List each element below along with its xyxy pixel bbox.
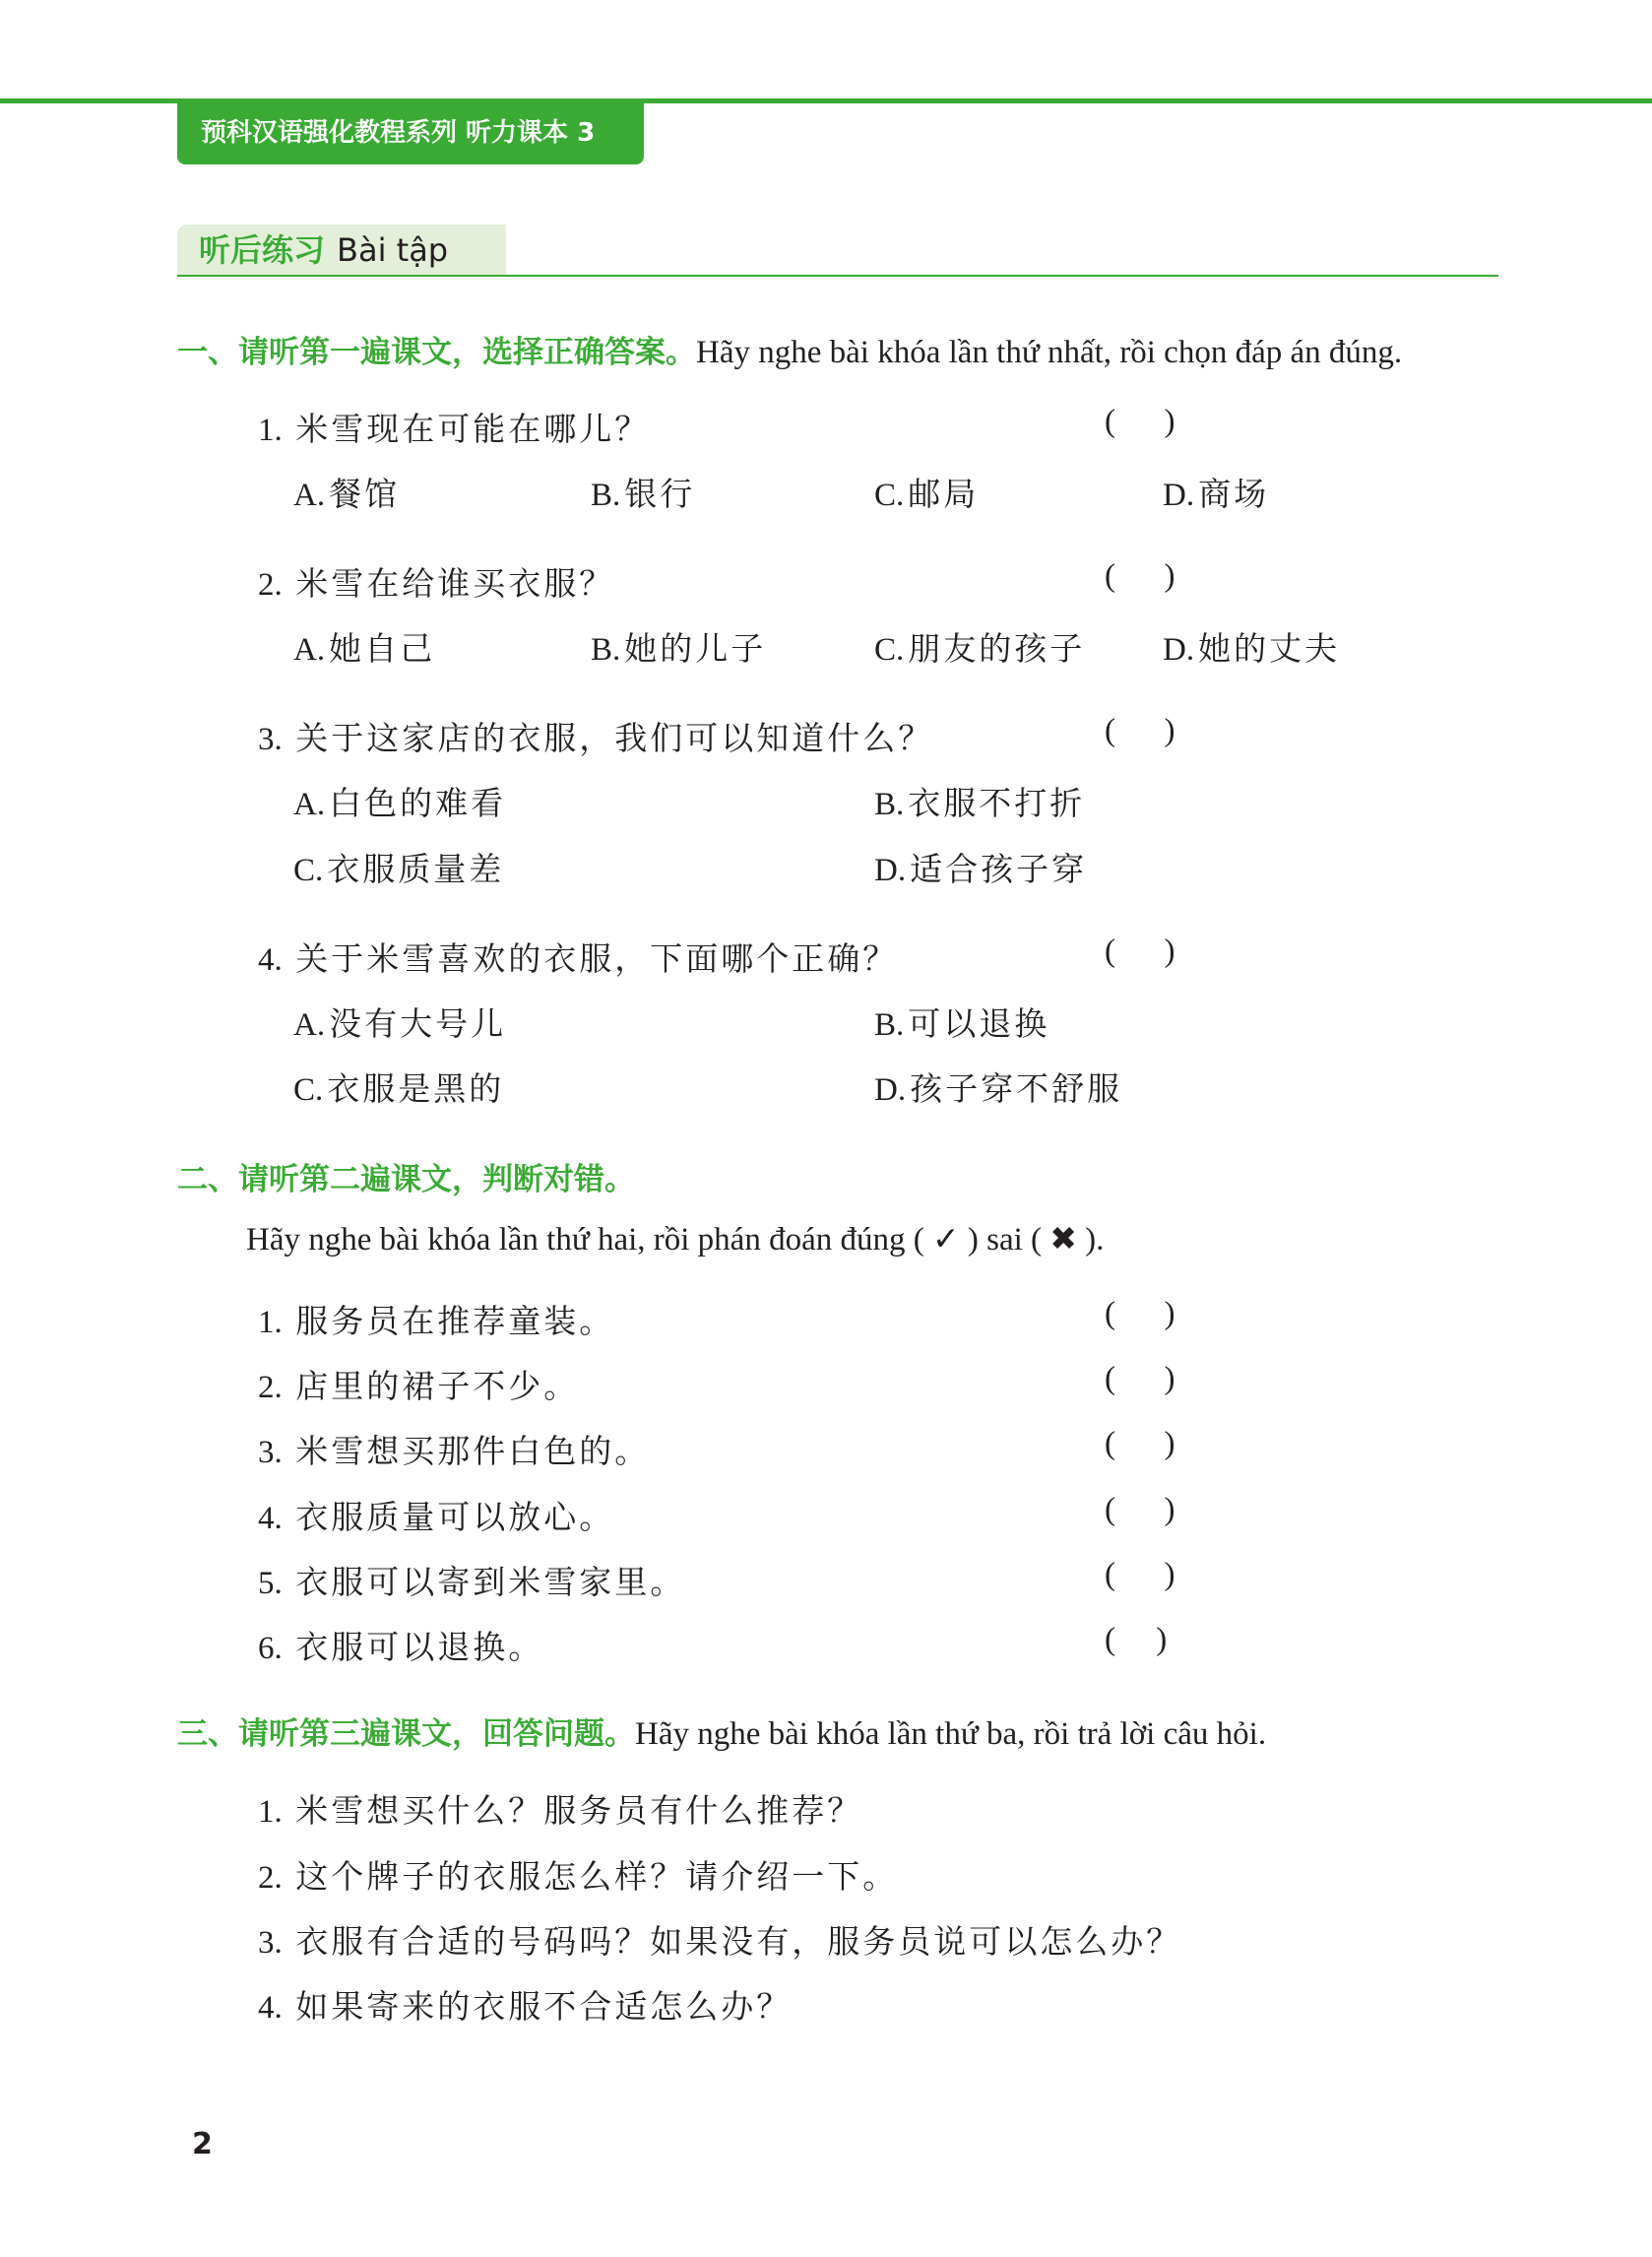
question-text: 关于这家店的衣服，我们可以知道什么？ xyxy=(295,719,934,757)
section-title xyxy=(177,225,506,276)
open-question-4: 4. 如果寄来的衣服不合适怎么办？ xyxy=(258,1987,793,2026)
question-text: 关于米雪喜欢的衣服，下面哪个正确？ xyxy=(295,939,899,978)
question-3 xyxy=(258,713,933,759)
section-rule xyxy=(177,275,1498,277)
question-number: 4. xyxy=(258,942,283,978)
true-false-blank-5[interactable]: ( ) xyxy=(1105,1557,1175,1592)
question-text: 米雪在给谁买衣服？ xyxy=(295,564,615,603)
true-false-item-4: 4. 衣服质量可以放心。 xyxy=(258,1498,615,1536)
question-number: 1. xyxy=(258,413,283,448)
true-false-item-2: 2. 店里的裙子不少。 xyxy=(258,1367,580,1405)
true-false-blank-4[interactable]: ( ) xyxy=(1105,1492,1175,1527)
open-question-1: 1. 米雪想买什么？服务员有什么推荐？ xyxy=(258,1791,863,1830)
part1-heading xyxy=(177,327,1402,371)
option-2b: B. 她的儿子 xyxy=(591,629,767,668)
part3-heading-vi: Hãy nghe bài khóa lần thứ ba, rồi trả lời câu hỏi. xyxy=(635,1716,1267,1752)
answer-blank-2[interactable]: ( ) xyxy=(1105,558,1175,594)
option-3d: D. 适合孩子穿 xyxy=(874,850,1088,888)
option-1a: A. 餐馆 xyxy=(293,475,401,513)
part2-heading-zh: 二、请听第二遍课文，判断对错。 xyxy=(177,1162,635,1197)
part2-heading xyxy=(177,1154,635,1198)
answer-blank-3[interactable]: ( ) xyxy=(1105,713,1175,748)
option-1c: C. 邮局 xyxy=(874,475,980,513)
option-3b: B. 衣服不打折 xyxy=(874,784,1086,822)
true-false-blank-1[interactable]: ( ) xyxy=(1105,1296,1175,1331)
question-number: 3. xyxy=(258,722,283,757)
true-false-blank-3[interactable]: ( ) xyxy=(1105,1426,1175,1461)
true-false-blank-2[interactable]: ( ) xyxy=(1105,1361,1175,1396)
page-number: 2 xyxy=(192,2127,213,2161)
question-number: 2. xyxy=(258,567,283,603)
option-2a: A. 她自己 xyxy=(293,629,436,668)
question-4 xyxy=(258,934,898,980)
option-1d: D. 商场 xyxy=(1163,475,1270,513)
question-1 xyxy=(258,404,650,450)
answer-blank-1[interactable]: ( ) xyxy=(1105,404,1175,439)
open-question-3: 3. 衣服有合适的号码吗？如果没有，服务员说可以怎么办？ xyxy=(258,1922,1182,1961)
option-3a: A. 白色的难看 xyxy=(293,784,507,822)
open-question-2: 2. 这个牌子的衣服怎么样？请介绍一下。 xyxy=(258,1857,899,1896)
part2-instruction: Hãy nghe bài khóa lần thứ hai, rồi phán đoán đúng ( ✓ ) sai ( ✖ ). xyxy=(246,1222,1105,1257)
option-4a: A. 没有大号儿 xyxy=(293,1004,507,1043)
true-false-item-3: 3. 米雪想买那件白色的。 xyxy=(258,1432,651,1470)
option-2d: D. 她的丈夫 xyxy=(1163,629,1341,668)
true-false-item-1: 1. 服务员在推荐童装。 xyxy=(258,1302,615,1340)
part3-heading xyxy=(177,1709,1266,1753)
part1-heading-zh: 一、请听第一遍课文，选择正确答案。 xyxy=(177,335,696,370)
option-4d: D. 孩子穿不舒服 xyxy=(874,1069,1123,1108)
question-text: 米雪现在可能在哪儿？ xyxy=(295,410,651,448)
option-2c: C. 朋友的孩子 xyxy=(874,629,1086,668)
section-title-zh: 听后练习 xyxy=(199,231,326,269)
section-title-vi: Bài tập xyxy=(337,231,449,269)
part1-heading-vi: Hãy nghe bài khóa lần thứ nhất, rồi chọn đáp án đúng. xyxy=(696,335,1403,370)
true-false-blank-6[interactable]: ( ) xyxy=(1105,1622,1168,1657)
question-2 xyxy=(258,558,614,605)
answer-blank-4[interactable]: ( ) xyxy=(1105,934,1175,969)
option-1b: B. 银行 xyxy=(591,475,696,513)
true-false-item-5: 5. 衣服可以寄到米雪家里。 xyxy=(258,1563,686,1601)
option-3c: C. 衣服质量差 xyxy=(293,850,505,888)
option-4c: C. 衣服是黑的 xyxy=(293,1069,505,1108)
true-false-item-6: 6. 衣服可以退换。 xyxy=(258,1628,544,1666)
series-header: 预科汉语强化教程系列 听力课本 3 xyxy=(177,101,644,164)
option-4b: B. 可以退换 xyxy=(874,1004,1050,1043)
part3-heading-zh: 三、请听第三遍课文，回答问题。 xyxy=(177,1716,635,1752)
